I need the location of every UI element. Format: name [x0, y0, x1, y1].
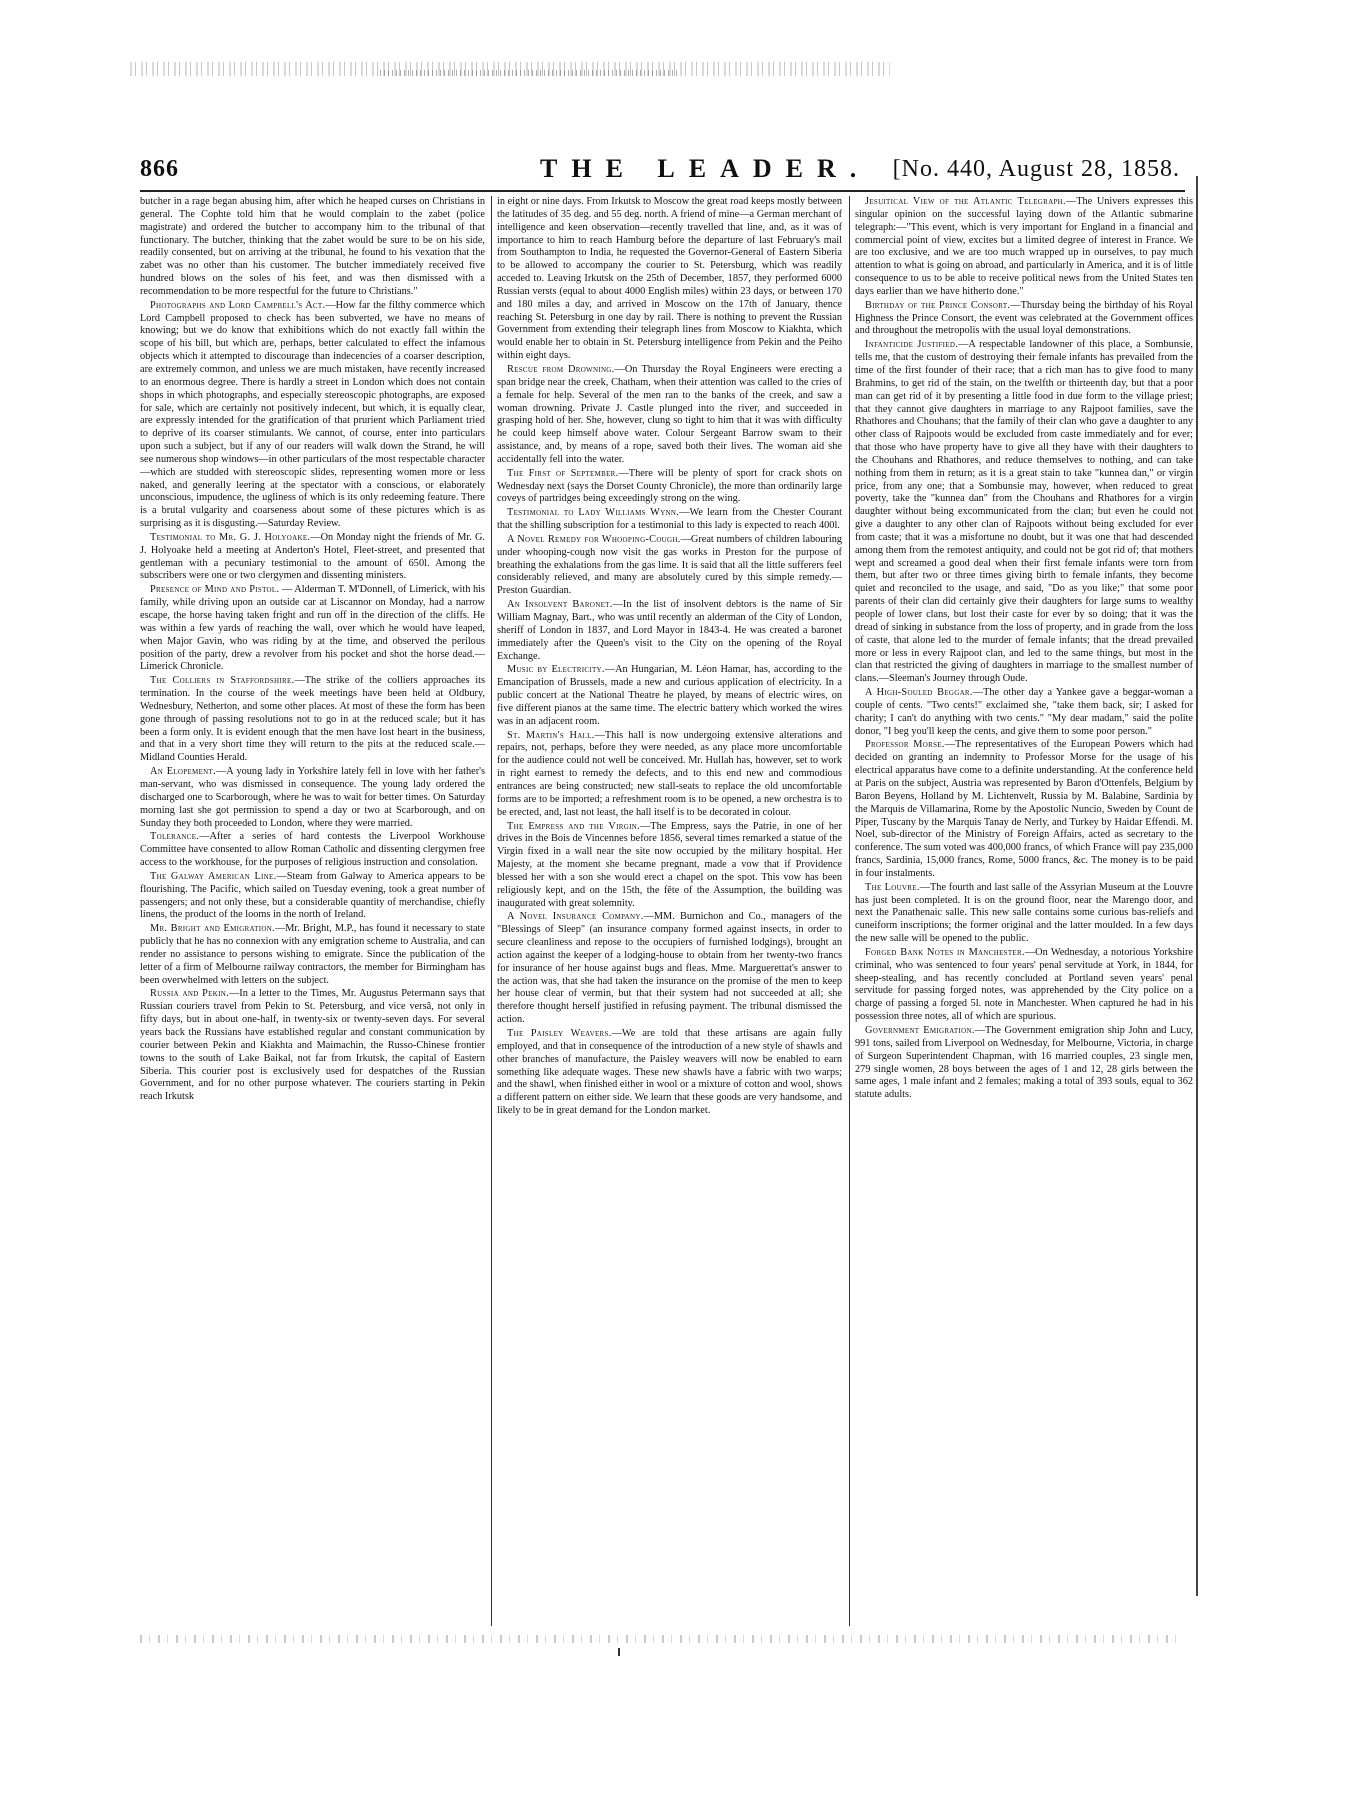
page-number: 866 [140, 156, 179, 182]
article-heading: Infanticide Justified. [865, 339, 959, 351]
article-paragraph [855, 1025, 1193, 1102]
article-paragraph [497, 730, 842, 820]
article-text: —The Empress, says the Patrie, in one of her drives in the Bois de Vincennes before 1856, several times remarked a statue of the Virgin fixed in a wall near the site now occupied by the military hospital. Her Majesty, at the moment she became pregnant, made a vow that if Providence blessed her with a son she would erect a chapel on the spot. This vow has been religiously kept, and on the 15th, the fête of the Assumption, the building was inaugurated with great solemnity. [497, 820, 842, 909]
article-text: —The representatives of the European Powers which had decided on granting an indemnity to Professor Morse for the usage of his electrical apparatus have come to a definite understanding. At the conference held at Paris on the subject, Austria was represented by Baron d'Ottenfels, Belgium by Baron Beyens, Holland by M. Lichtenvelt, Russia by M. Balabine, Sardinia by the Marquis de Villamarina, Rome by the Apostolic Nuncio, Sweden by Count de Piper, Tuscany by the Marquis Tanay de Nerly, and Turkey by Haidar Effendi. M. Noel, sub-director of the Ministry of Foreign Affairs, acted as secretary to the conference. The sum voted was 400,000 francs, of which France will pay 235,000 francs, Sardinia, 15,000 francs, Rome, 5000 francs, &c. The money is to be paid in four instalments. [855, 739, 1193, 879]
article-text: —A respectable landowner of this place, a Sombunsie, tells me, that the custom of destroying their female infants has prevailed from the time of the first founder of their race; that a rich man has to give food to many Brahmins, to get rid of the stain, on the twelfth or thirteenth day, but that a poor man can get rid of it by presenting a little food in due form to the village priest; that they cannot give daughters in marriage to any Rajpoot families, save the Rhathores and Chouhans; that the family of their clan who gave a daughter to any other class of Rajpoots would be excluded from caste immediately and for ever; that those who have property have to give all they have with their daughters to the Chouhans and Rhathores, and reduce themselves to nothing, and can take nothing from them in return; as it is a great stain to take "kunnea dan," or virgin price, from any one; that a Sombunsie may, however, when reduced to great poverty, take the "kunnea dan" from the Chouhans and Rhathores for a virgin daughter without being excommunicated from the clan; but even he could not give a daughter to any other clan of Rajpoots without being excluded for ever from caste; that it was a misfortune no doubt, but it was one that had descended among them from the remotest antiquity, and could not be got rid of; that mothers wept and screamed a good deal when their first female infants were torn from them, but after two or three times giving birth to female infants, they become quiet and reconciled to the usage, and said, "Do as you like;" that some poor parents of their clan did certainly give their daughters for large sums to wealthy people of lower clans, but lost their caste for ever by so doing; that it was the dread of sinking in substance from the loss of property, and in grade from the loss of caste, that alone led to the murder of female infants; that the dread prevailed more or less in every Rajpoot clan, and led to the same things, but most in the clan that restricted the giving of daughters in marriage to the smallest number of clans.—Sleeman's Journey through Oude. [855, 339, 1193, 685]
article-heading: The Paisley Weavers. [507, 1028, 612, 1039]
article-text: —The strike of the colliers approaches its termination. In the course of the week meetings have been held at Oldbury, Wednesbury, Netherton, and some other places. At most of these the form has been gone through of passing resolutions not to go in at the reduced scale; but it has been a form only. It is evident enough that the men have lost heart in the business, and that in a very short time they will return to the pits at the reduced scale.—Midland Counties Herald. [140, 675, 485, 764]
article-paragraph [140, 675, 485, 765]
article-text: —We are told that these artisans are again fully employed, and that in consequence of the introduction of a new style of shawls and other branches of manufacture, the Paisley weavers will now be enabled to earn something like adequate wages. These new shawls have a fabric with two warps; and the shawl, when finished either in wool or a mixture of cotton and wool, shows a different pattern on either side. We learn that these goods are very handsome, and likely to be in great demand for the London market. [497, 1028, 842, 1117]
article-text: —The Government emigration ship John and Lucy, 991 tons, sailed from Liverpool on Wednesday, for Melbourne, Victoria, in charge of Surgeon Superintendent Chapman, with 16 married couples, 23 single men, 279 single women, 28 boys between the ages of 1 and 12, 28 girls between the same ages, 1 male infant and 2 females; making a total of 393 souls, equal to 362 statute adults. [855, 1025, 1193, 1101]
article-text: in eight or nine days. From Irkutsk to Moscow the great road keeps mostly between the latitudes of 35 deg. and 55 deg. north. A friend of mine—a German merchant of intelligence and keen observation—recently travelled that line, and, as it was of importance to him to reach Hamburg before the departure of last February's mail from Southampton to India, he requested the Governor-General of Eastern Siberia to be allowed to accompany the courier to St. Petersburg, which was readily acceded to. Leaving Irkutsk on the 25th of December, 1857, they performed 6000 Russian versts (equal to about 4000 English miles) within 23 days, or between 170 and 180 miles a day, and arrived in Moscow on the 17th of January, thence reaching St. Petersburg in one day by rail. There is nothing to prevent the Russian Government from extending their telegraph lines from Moscow to Kiakhta, which would enable her to obtain in St. Petersburg intelligence from Pekin and the Peiho within eight days. [497, 196, 842, 362]
column-3 [855, 196, 1193, 1636]
article-heading: Mr. Bright and Emigration. [150, 923, 275, 935]
article-paragraph [140, 300, 485, 531]
article-text: butcher in a rage began abusing him, after which he heaped curses on Christians in general. The Cophte told him that he would complain to the zabet (police magistrate) and ordered the butcher to accompany him to the tribunal of that functionary. The butcher, thinking that the zabet would be sure to be on his side, readily consented, but on arriving at the tribunal, he found to his vexation that the zabet was no other than his customer. The butcher immediately received five hundred blows on the soles of his feet, and was then dismissed with a recommendation to be more respectful for the future to Christians." [140, 196, 485, 297]
article-paragraph [855, 339, 1193, 686]
article-heading: Government Emigration. [865, 1025, 975, 1036]
article-text: —Steam from Galway to America appears to be flourishing. The Pacific, which sailed on Tuesday evening, took a great number of passengers; and not only these, but a considerable quantity of merchandise, chiefly linens, the product of the looms in the north of Ireland. [140, 870, 485, 921]
article-paragraph [497, 468, 842, 507]
article-paragraph [497, 911, 842, 1027]
article-paragraph [855, 947, 1193, 1024]
column-2 [497, 196, 842, 1636]
article-text: —Mr. Bright, M.P., has found it necessary to state publicly that he has no connexion with any emigration scheme to Australia, and can render no assistance to persons wishing to emigrate. Since the publication of the letter of a firm of Melbourne railway contractors, the member for Birmingham has been overwhelmed with letters on the subject. [140, 923, 485, 986]
article-text: —This hall is now undergoing extensive alterations and repairs, not, perhaps, before they were needed, as any place more uncomfortable for the audience could not well be conceived. Mr. Hullah has, however, set to work in right earnest to remedy the defects, and to this end new and commodious entrances are being constructed; new stall-seats to replace the old uncomfortable forms are to be imported; a refreshment room is to be opened, a new orchestra is to be erected, and, last not least, the hall itself is to be decorated in colour. [497, 729, 842, 818]
article-text: —After a series of hard contests the Liverpool Workhouse Committee have consented to allow Roman Catholic and dissenting clergymen free access to the workhouse, for the purposes of religious instruction and consolation. [140, 831, 485, 869]
article-heading: The Louvre. [865, 881, 920, 893]
column-1 [140, 196, 485, 1636]
article-heading: Professor Morse. [865, 739, 945, 751]
article-heading: Photographs and Lord Campbell's Act. [150, 299, 326, 311]
stray-mark [618, 1648, 620, 1656]
article-heading: The First of September. [507, 467, 619, 479]
article-heading: A Novel Remedy for Whooping-Cough. [507, 533, 681, 545]
article-heading: Forged Bank Notes in Manchester. [865, 946, 1025, 958]
column-divider [491, 196, 492, 1626]
article-paragraph [497, 599, 842, 663]
article-text: —Great numbers of children labouring under whooping-cough now visit the gas works in Preston for the purpose of breathing the exhalations from the gas lime. It is said that all the little sufferers feel considerably relieved, and many are absolutely cured by this simple remedy.—Preston Guardian. [497, 533, 842, 597]
article-paragraph [855, 687, 1193, 738]
article-paragraph [855, 196, 1193, 299]
article-heading: Russia and Pekin. [150, 988, 229, 1000]
issue-date: [No. 440, August 28, 1858. [892, 156, 1180, 182]
article-text: —On Thursday the Royal Engineers were erecting a span bridge near the creek, Chatham, when their attention was called to the cries of a female for help. Several of the men ran to the banks of the creek, and saw a woman drowning. Private J. Castle plunged into the river, and succeeded in grasping hold of her. She, however, clung so tight to him that it was with difficulty he could keep himself above water. Colour Sergeant Barrow swam to their assistance, and, by means of a rope, saved both their lives. The woman aid she accidentally fell into the water. [497, 363, 842, 465]
page-header [140, 148, 1180, 192]
article-paragraph [497, 821, 842, 911]
article-paragraph [140, 923, 485, 987]
masthead-title: THE LEADER. [540, 154, 871, 183]
article-text: —In a letter to the Times, Mr. Augustus Petermann says that Russian couriers travel from Pekin to St. Petersburg, and vice versâ, not only in fifty days, but in about one-half, in twenty-six or twenty-seven days. For several years back the Russians have established regular and constant communication by courier between Pekin and Kiakhta and Maimachin, the Russo-Chinese frontier towns to the south of Lake Baikal, not far from Irkutsk, the capital of Eastern Siberia. This courier post is exclusively used for despatches of the Russian Government, and for no other purpose whatever. The couriers starting in Pekin reach Irkutsk [140, 988, 485, 1103]
article-heading: A High-Souled Beggar. [865, 687, 973, 699]
article-paragraph [140, 988, 485, 1104]
right-margin-rule [1196, 176, 1198, 1596]
article-heading: Testimonial to Lady Williams Wynn. [507, 507, 680, 519]
article-paragraph [855, 882, 1193, 946]
scan-noise-top-secondary [380, 70, 680, 76]
article-heading: St. Martin's Hall. [507, 729, 595, 741]
article-heading: Tolerance. [150, 831, 200, 843]
article-heading: Rescue from Drowning. [507, 363, 615, 375]
article-paragraph [497, 196, 842, 363]
article-paragraph [140, 766, 485, 830]
article-heading: Birthday of the Prince Consort. [865, 299, 1011, 311]
article-text: —The Univers expresses this singular opinion on the successful laying down of the Atlantic submarine telegraph:—"This event, which is very important for England in a financial and commercial point of view, excites but a limited degree of interest in France. We are too exclusive, and we are too much wrapped up in ourselves, to pay much attention to what is going on abroad, and particularly in America, and it is of little consequence to us to be able to receive political news from the United States ten days earlier than we have hitherto done." [855, 196, 1193, 297]
article-paragraph [497, 1028, 842, 1118]
article-paragraph [497, 664, 842, 728]
article-text: —There will be plenty of sport for crack shots on Wednesday next (says the Dorset County Chronicle), the more than ordinarily large coveys of partridges being exceedingly strong on the wing. [497, 467, 842, 505]
article-text: —Thursday being the birthday of his Royal Highness the Prince Consort, the event was celebrated at the Government offices and throughout the metropolis with the usual loyal demonstrations. [855, 299, 1193, 337]
scan-noise-bottom [140, 1635, 1180, 1643]
article-heading: Presence of Mind and Pistol. [150, 584, 280, 596]
article-text: —How far the filthy commerce which Lord Campbell proposed to check has been subverted, we have no means of knowing; but we do know that exhibitions which do not exactly fall within the scope of his bill, but which are, perhaps, better calculated to effect the infamous objects which it attempted to discourage than indecencies of a coarser description, are extremely common, and unless we are much mistaken, have recently increased to an enormous degree. There is hardly a street in London which does not contain shops in which photographs, and especially stereoscopic photographs, are exposed for sale, which are certainly not positively indecent, but which, it is equally clear, are expressly intended for the gratification of that prurient which Parliament tried to deprive of its coarser stimulants. We cannot, of course, enter into particulars upon such a subject, but if any of our readers will walk down the Strand, he will see numerous shop windows—in other particulars of the most respectable character—which are studded with stereoscopic slides, representing women more or less naked, and generally leering at the spectator with a conscious, or elaborately unconscious, impudence, the ugliness of which is its only redeeming feature. There is a brutal vulgarity and coarseness about some of these pictures which is as surprising as it is disgusting.—Saturday Review. [140, 299, 485, 530]
article-heading: The Galway American Line. [150, 870, 277, 882]
article-paragraph [855, 300, 1193, 339]
article-text: —An Hungarian, M. Léon Hamar, has, according to the Emancipation of Brussels, made a new and curious application of electricity. In a public concert at the National Theatre he played, by means of electric wires, on five different pianos at the same time. The electric battery which worked the wires was in an adjacent room. [497, 664, 842, 727]
article-heading: The Empress and the Virgin. [507, 820, 640, 832]
article-heading: The Colliers in Staffordshire. [150, 675, 295, 687]
article-heading: Testimonial to Mr. G. J. Holyoake. [150, 531, 311, 543]
article-heading: Jesuitical View of the Atlantic Telegraph. [865, 196, 1066, 207]
article-paragraph [497, 364, 842, 467]
article-paragraph [855, 739, 1193, 880]
article-text: —In the list of insolvent debtors is the name of Sir William Magnay, Bart., who was until recently an alderman of the City of London, sheriff of London in 1837, and Lord Mayor in 1843-4. He was created a baronet immediately after the Queen's visit to the City on the opening of the Royal Exchange. [497, 599, 842, 662]
article-text: —The other day a Yankee gave a beggar-woman a couple of cents. "Two cents!" exclaimed she, "take them back, sir; I asked for charity; I can't do anything with two cents." "My dear madam," said the polite donor, "I beg you'll keep the cents, and give them to some poor person." [855, 687, 1193, 737]
article-paragraph [497, 534, 842, 598]
article-text: —A young lady in Yorkshire lately fell in love with her father's man-servant, who was dismissed in consequence. The young lady ordered the discharged one to Scarborough, where he was to wait for better times. On Saturday morning last she got permission to spend a day or two at Scarborough, and on Sunday they both proceeded to London, where they were married. [140, 766, 485, 829]
article-paragraph [140, 871, 485, 922]
article-text: — Alderman T. M'Donnell, of Limerick, with his family, while driving upon an outside car at Liscannor on Monday, had a narrow escape, the horse having taken fright and run off in the direction of the cliffs. He was within a few yards of reaching the wall, over which he would have leaped, when Major Gavin, who was riding by at the time, and observed the perilous position of the party, drew a revolver from his pocket and shot the horse dead.—Limerick Chronicle. [140, 584, 485, 673]
article-text: —We learn from the Chester Courant that the shilling subscription for a testimonial to this lady is expected to reach 400l. [497, 507, 842, 532]
article-heading: A Novel Insurance Company. [507, 911, 644, 923]
article-paragraph [140, 584, 485, 674]
header-rule [140, 190, 1185, 192]
article-heading: Music by Electricity. [507, 664, 605, 676]
article-paragraph [140, 532, 485, 583]
article-text: —MM. Burnichon and Co., managers of the "Blessings of Sleep" (an insurance company formed against insects, in order to secure cleanliness and repose to the occupiers of furnished lodgings), brought an action against the keeper of a lodging-house to obtain from her twenty-two francs for insurance of her house against bugs and fleas. Mme. Marguerettat's answer to the action was, that she had taken the insurance on the promise of the men to keep her house clear of vermin, but that their system had not succeeded at all; she therefore thought herself justified in refusing payment. The tribunal dismissed the action. [497, 911, 842, 1026]
article-paragraph [140, 831, 485, 870]
column-divider [849, 196, 850, 1626]
article-paragraph [497, 507, 842, 533]
article-text: —On Monday night the friends of Mr. G. J. Holyoake held a meeting at Anderton's Hotel, Fleet-street, and presented that gentleman with a pecuniary testimonial to the amount of 650l. Among the subscribers were one or two clergymen and dissenting ministers. [140, 531, 485, 582]
article-text: —The fourth and last salle of the Assyrian Museum at the Louvre has just been completed. It is on the ground floor, near the Marengo door, and next the Panathenaic salle. This new salle contains some curious bas-reliefs and cuneiform inscriptions; the former original and the latter moulded. In a few days the new salle will be opened to the public. [855, 881, 1193, 945]
article-heading: An Elopement. [150, 766, 216, 778]
article-paragraph [140, 196, 485, 299]
article-text: —On Wednesday, a notorious Yorkshire criminal, who was sentenced to four years' penal servitude at York, in 1844, for sheep-stealing, and has recently concluded at Portland seven years' penal servitude for passing forged notes, was apprehended by the City police on a charge of passing a forged 5l. note in Manchester. When captured he had in his possession three notes, all of which are spurious. [855, 946, 1193, 1023]
article-heading: An Insolvent Baronet. [507, 599, 613, 611]
